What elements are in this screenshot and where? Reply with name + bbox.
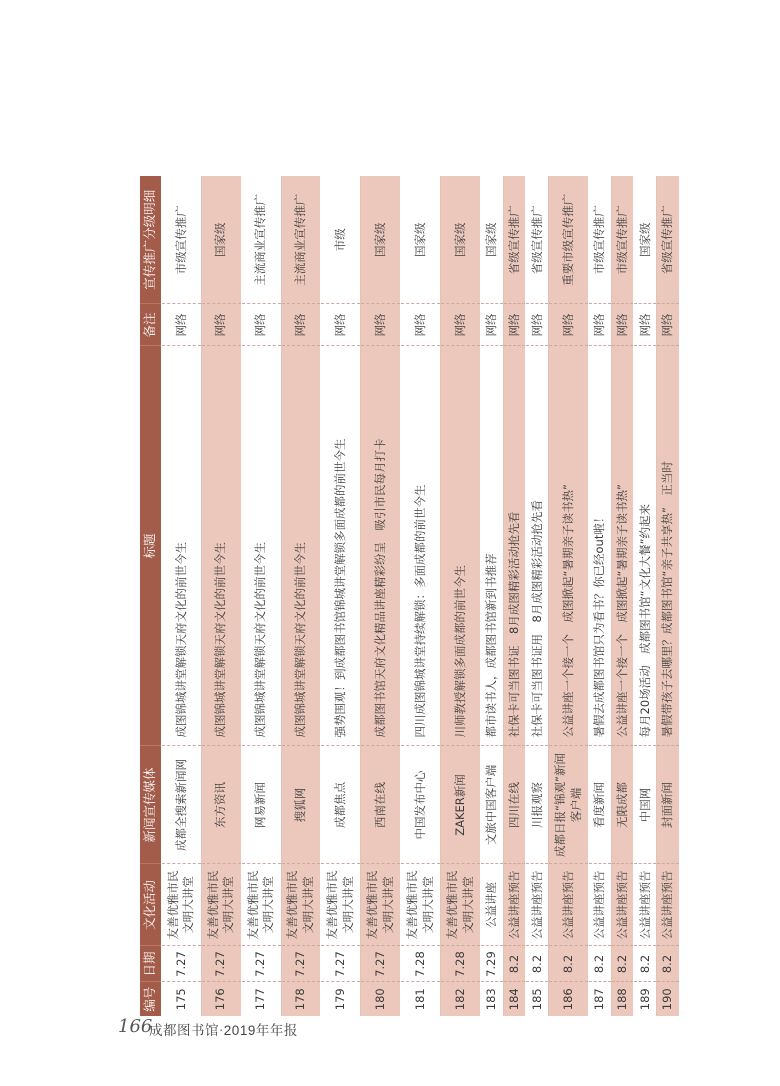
cell-level: 市级宣传推广: [611, 176, 634, 304]
cell-title: 成图锦城讲堂解锁天府文化的前世今生: [241, 346, 281, 746]
cell-date: 7.28: [441, 946, 481, 982]
cell-date: 7.27: [161, 946, 201, 982]
cell-number: 188: [611, 982, 634, 1016]
cell-level: 省级宣传推广: [503, 176, 526, 304]
table-row: [634, 176, 657, 1016]
cell-number: 183: [481, 982, 504, 1016]
cell-media: 中国网: [634, 746, 657, 864]
cell-title: 社保卡可当图书证用 8月成图精彩活动抢先看: [526, 346, 549, 746]
cell-media: 川报观察: [526, 746, 549, 864]
cell-activity: 友善优雅市民文明大讲堂: [161, 864, 201, 946]
table-row: [241, 176, 281, 1016]
cell-title: 都市读书人，成都图书馆新到书推荐: [481, 346, 504, 746]
library-name: 成都图书馆: [149, 1023, 219, 1039]
cell-remark: 网络: [441, 304, 481, 346]
table-row: [201, 176, 241, 1016]
table-container: [140, 176, 680, 1016]
cell-media: 搜狐网: [281, 746, 321, 864]
cell-remark: 网络: [634, 304, 657, 346]
cell-level: 市级宣传推广: [589, 176, 612, 304]
cell-title: 成都图书馆天府文化精品讲座精彩纷呈 吸引市民每月打卡: [361, 346, 401, 746]
table-row: [401, 176, 441, 1016]
cell-level: 省级宣传推广: [526, 176, 549, 304]
cell-title: 成图锦城讲堂解锁天府文化的前世今生: [161, 346, 201, 746]
cell-level: 市级宣传推广: [161, 176, 201, 304]
cell-level: 国家级: [201, 176, 241, 304]
cell-remark: 网络: [611, 304, 634, 346]
table-row: [503, 176, 526, 1016]
cell-title: 每月20场活动 成都图书馆“文化大餐”约起来: [634, 346, 657, 746]
cell-media: 文旅中国客户端: [481, 746, 504, 864]
cell-media: 成都日报“锦观”新闻客户端: [549, 746, 589, 864]
cell-title: 暑假去成都图书馆只为看书？你已经out啦！: [589, 346, 612, 746]
cell-title: 成图锦城讲堂解锁天府文化的前世今生: [281, 346, 321, 746]
table-row: [611, 176, 634, 1016]
table-row: [657, 176, 680, 1016]
cell-level: 国家级: [401, 176, 441, 304]
rotated-table-frame: [140, 176, 680, 1016]
cell-media: 西南在线: [361, 746, 401, 864]
table-row: [526, 176, 549, 1016]
cell-media: 封面新闻: [657, 746, 680, 864]
header-date: 日期: [140, 946, 161, 982]
cell-date: 7.27: [201, 946, 241, 982]
cell-remark: 网络: [361, 304, 401, 346]
cell-level: 市级: [321, 176, 361, 304]
cell-date: 7.27: [241, 946, 281, 982]
cell-number: 182: [441, 982, 481, 1016]
cell-activity: 友善优雅市民文明大讲堂: [201, 864, 241, 946]
cell-media: 成都焦点: [321, 746, 361, 864]
cell-media: 看度新闻: [589, 746, 612, 864]
cell-remark: 网络: [481, 304, 504, 346]
header-title: 标题: [140, 346, 161, 746]
cell-date: 8.2: [634, 946, 657, 982]
cell-activity: 公益讲座预告: [589, 864, 612, 946]
cell-activity: 公益讲座预告: [549, 864, 589, 946]
header-level: 宣传推广分级明细: [140, 176, 161, 304]
cell-date: 8.2: [549, 946, 589, 982]
cell-level: 国家级: [481, 176, 504, 304]
cell-title: 公益讲座一个接一个 成图掀起“暑期亲子读书热”: [549, 346, 589, 746]
table-header-row: [140, 176, 161, 1016]
cell-media: 网易新闻: [241, 746, 281, 864]
table-row: [481, 176, 504, 1016]
cell-activity: 友善优雅市民文明大讲堂: [361, 864, 401, 946]
page-footer-label: [149, 1019, 298, 1039]
cell-level: 主流商业宣传推广: [241, 176, 281, 304]
cell-media: ZAKER新闻: [441, 746, 481, 864]
cell-date: 8.2: [657, 946, 680, 982]
cell-media: 四川在线: [503, 746, 526, 864]
cell-number: 181: [401, 982, 441, 1016]
table-row: [589, 176, 612, 1016]
cell-number: 187: [589, 982, 612, 1016]
cell-activity: 友善优雅市民文明大讲堂: [321, 864, 361, 946]
cell-date: 8.2: [589, 946, 612, 982]
cell-level: 主流商业宣传推广: [281, 176, 321, 304]
header-media: 新闻宣传媒体: [140, 746, 161, 864]
cell-title: 川师教授解锁多面成都的前世今生: [441, 346, 481, 746]
cell-date: 7.27: [361, 946, 401, 982]
cell-media: 无限成都: [611, 746, 634, 864]
cell-number: 176: [201, 982, 241, 1016]
cell-remark: 网络: [589, 304, 612, 346]
cell-number: 184: [503, 982, 526, 1016]
cell-number: 180: [361, 982, 401, 1016]
cell-remark: 网络: [201, 304, 241, 346]
cell-date: 7.28: [401, 946, 441, 982]
cell-date: 7.27: [321, 946, 361, 982]
cell-number: 189: [634, 982, 657, 1016]
cell-activity: 公益讲座预告: [657, 864, 680, 946]
table-body: [161, 176, 679, 1016]
cell-title: 强势围观！到成都图书馆锦城讲堂解锁多面成都的前世今生: [321, 346, 361, 746]
table-row: [321, 176, 361, 1016]
cell-level: 国家级: [441, 176, 481, 304]
table-row: [161, 176, 201, 1016]
header-remark: 备注: [140, 304, 161, 346]
cell-title: 暑假带孩子去哪里？成都图书馆“亲子共享热” 正当时: [657, 346, 680, 746]
cell-activity: 友善优雅市民文明大讲堂: [281, 864, 321, 946]
cell-level: 国家级: [361, 176, 401, 304]
cell-title: 社保卡可当图书证 8月成图精彩活动抢先看: [503, 346, 526, 746]
cell-remark: 网络: [549, 304, 589, 346]
cell-remark: 网络: [401, 304, 441, 346]
cell-date: 8.2: [503, 946, 526, 982]
cell-date: 8.2: [526, 946, 549, 982]
cell-title: 四川成图锦城讲堂持续解锁：多面成都的前世今生: [401, 346, 441, 746]
cell-remark: 网络: [161, 304, 201, 346]
cell-media: 中国发布中心: [401, 746, 441, 864]
table-row: [549, 176, 589, 1016]
cell-number: 190: [657, 982, 680, 1016]
report-name: 2019年年报: [223, 1023, 298, 1038]
cell-activity: 友善优雅市民文明大讲堂: [241, 864, 281, 946]
cell-remark: 网络: [657, 304, 680, 346]
cell-remark: 网络: [281, 304, 321, 346]
header-activity: 文化活动: [140, 864, 161, 946]
table-row: [281, 176, 321, 1016]
cell-date: 8.2: [611, 946, 634, 982]
cell-level: 省级宣传推广: [657, 176, 680, 304]
cell-remark: 网络: [321, 304, 361, 346]
cell-activity: 友善优雅市民文明大讲堂: [441, 864, 481, 946]
cell-activity: 公益讲座: [481, 864, 504, 946]
cell-media: 东方资讯: [201, 746, 241, 864]
cell-activity: 友善优雅市民文明大讲堂: [401, 864, 441, 946]
table-row: [361, 176, 401, 1016]
cell-number: 178: [281, 982, 321, 1016]
cell-date: 7.27: [281, 946, 321, 982]
cell-activity: 公益讲座预告: [611, 864, 634, 946]
cell-remark: 网络: [503, 304, 526, 346]
cell-number: 177: [241, 982, 281, 1016]
cell-activity: 公益讲座预告: [526, 864, 549, 946]
header-number: 编号: [140, 982, 161, 1016]
cell-level: 国家级: [634, 176, 657, 304]
cell-title: 公益讲座一个接一个 成图掀起“暑期亲子读书热”: [611, 346, 634, 746]
cell-number: 179: [321, 982, 361, 1016]
cell-activity: 公益讲座预告: [634, 864, 657, 946]
cell-remark: 网络: [241, 304, 281, 346]
table-row: [441, 176, 481, 1016]
cell-media: 成都全搜索新闻网: [161, 746, 201, 864]
cell-level: 重要市级宣传推广: [549, 176, 589, 304]
cell-remark: 网络: [526, 304, 549, 346]
publicity-table: [140, 176, 680, 1016]
cell-number: 185: [526, 982, 549, 1016]
cell-title: 成图锦城讲堂解锁天府文化的前世今生: [201, 346, 241, 746]
cell-date: 7.29: [481, 946, 504, 982]
cell-activity: 公益讲座预告: [503, 864, 526, 946]
footer-separator: ·: [219, 1023, 224, 1039]
cell-number: 175: [161, 982, 201, 1016]
page-number: 166: [118, 1016, 153, 1037]
cell-number: 186: [549, 982, 589, 1016]
